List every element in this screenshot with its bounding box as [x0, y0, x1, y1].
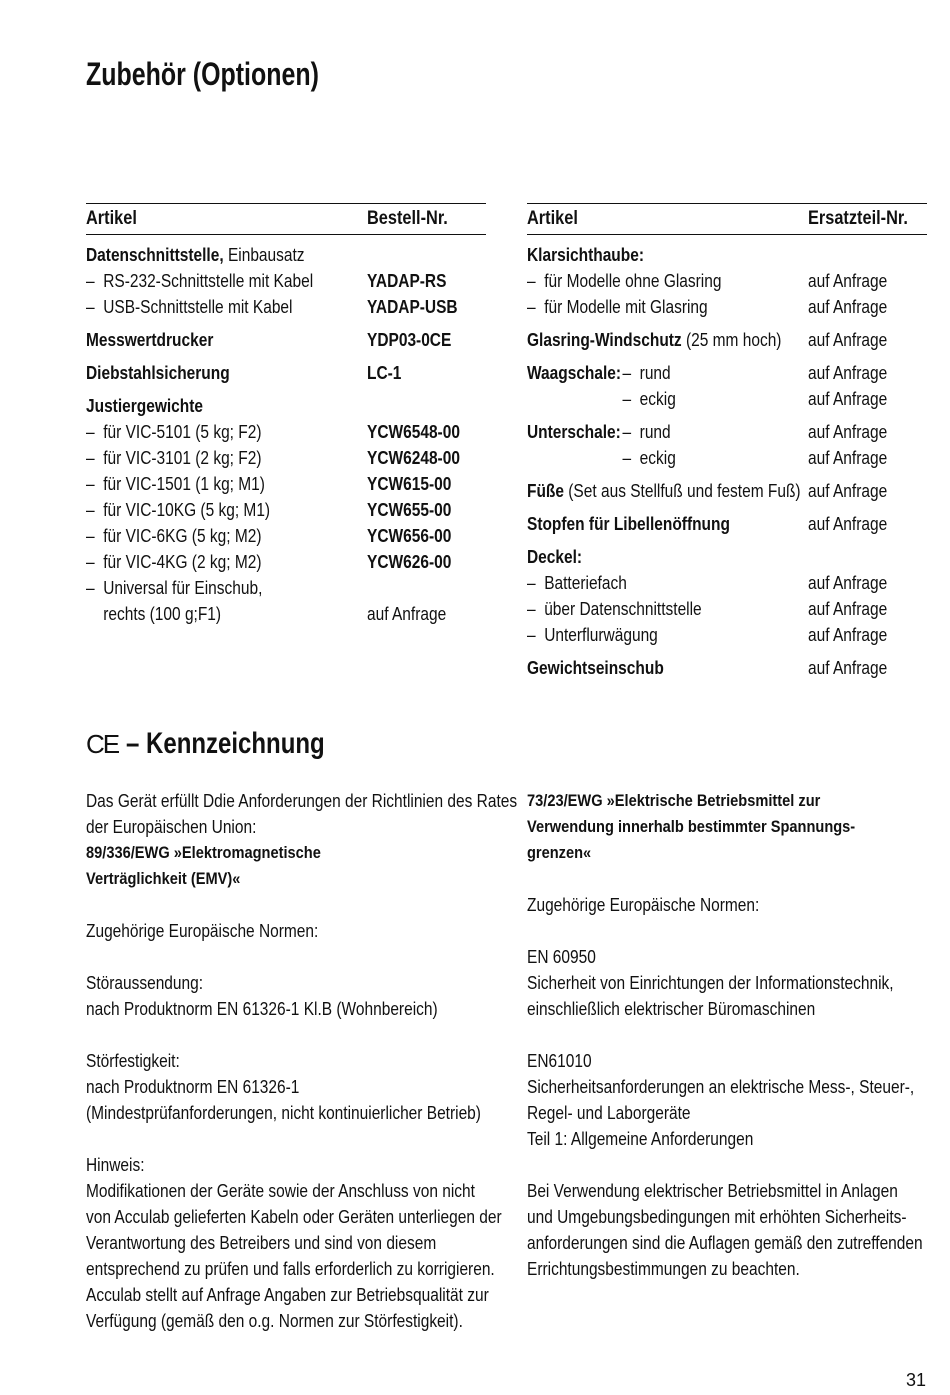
item-label: Diebstahlsicherung	[86, 363, 230, 383]
table-row: – RS-232-Schnittstelle mit Kabel YADAP-RS	[86, 268, 486, 294]
section-title: – Kennzeichnung	[126, 727, 325, 760]
ce-marking-heading	[86, 727, 374, 761]
order-number: YCW6548-00	[367, 422, 460, 442]
paragraph-line: Störfestigkeit:	[86, 1051, 180, 1071]
table-row	[527, 544, 927, 570]
column-header-article: Artikel	[86, 208, 137, 229]
table-row	[527, 655, 927, 681]
spare-part-number: auf Anfrage	[808, 363, 888, 383]
item-label: über Datenschnittstelle	[544, 599, 702, 619]
item-label: Batteriefach	[544, 573, 627, 593]
column-header-article: Artikel	[527, 208, 578, 229]
item-label: für VIC-4KG (2 kg; M2)	[103, 552, 262, 572]
paragraph-line: EN 60950	[527, 947, 596, 967]
paragraph-line: der Europäischen Union:	[86, 817, 257, 837]
table-row	[86, 393, 486, 419]
low-voltage-directive-column	[527, 788, 937, 1282]
order-number: LC-1	[367, 363, 402, 383]
item-label: Klarsichthaube:	[527, 245, 644, 265]
spare-part-number: auf Anfrage	[808, 658, 888, 678]
order-number: YADAP-USB	[367, 297, 458, 317]
table-row	[86, 242, 486, 268]
paragraph-line: Sicherheitsanforderungen an elektrische Mess-, Steuer-,	[527, 1077, 915, 1097]
table-row: – Batteriefach auf Anfrage	[527, 570, 927, 596]
paragraph-line: Teil 1: Allgemeine Anforderungen	[527, 1129, 754, 1149]
order-number: auf Anfrage	[367, 604, 447, 624]
table-row	[527, 242, 927, 268]
paragraph-line: von Acculab gelieferten Kabeln oder Geräten unterliegen der	[86, 1207, 502, 1227]
page-title: Zubehör (Optionen)	[86, 56, 319, 92]
spare-part-number: auf Anfrage	[808, 422, 888, 442]
order-number: YCW626-00	[367, 552, 452, 572]
emv-directive-column	[86, 788, 518, 1334]
order-number: YCW615-00	[367, 474, 452, 494]
item-label: Deckel:	[527, 547, 583, 567]
table-row	[86, 360, 486, 386]
table-row	[527, 511, 927, 537]
table-header	[527, 203, 927, 235]
table-row	[527, 478, 927, 504]
spare-part-number: auf Anfrage	[808, 599, 888, 619]
item-label: für VIC-1501 (1 kg; M1)	[103, 474, 265, 494]
paragraph-line: (Mindestprüfanforderungen, nicht kontinuierlicher Betrieb)	[86, 1103, 481, 1123]
spare-part-number: auf Anfrage	[808, 389, 888, 409]
paragraph-line: Verantwortung des Betreibers und sind von diesem	[86, 1233, 437, 1253]
item-label: Messwertdrucker	[86, 330, 214, 350]
accessories-table	[86, 203, 486, 627]
table-row: – Unterflurwägung auf Anfrage	[527, 622, 927, 648]
item-variant: rund	[639, 422, 671, 442]
paragraph-line: EN61010	[527, 1051, 592, 1071]
paragraph-line: Zugehörige Europäische Normen:	[86, 921, 319, 941]
item-label: für VIC-3101 (2 kg; F2)	[103, 448, 262, 468]
paragraph-line: anforderungen sind die Auflagen gemäß den zutreffenden	[527, 1233, 923, 1253]
paragraph-line: Bei Verwendung elektrischer Betriebsmittel in Anlagen	[527, 1181, 898, 1201]
table-row: – für VIC-4KG (2 kg; M2) YCW626-00	[86, 549, 486, 575]
item-label: USB-Schnittstelle mit Kabel	[103, 297, 293, 317]
table-row: – eckig auf Anfrage	[527, 445, 927, 471]
paragraph-line: nach Produktnorm EN 61326-1 Kl.B (Wohnbereich)	[86, 999, 438, 1019]
paragraph-line: Hinweis:	[86, 1155, 145, 1175]
item-label: Stopfen für Libellenöffnung	[527, 514, 730, 534]
item-label-suffix: (Set aus Stellfuß und festem Fuß)	[563, 481, 801, 501]
item-label: Waagschale:	[527, 363, 622, 383]
directive-title: Verträglichkeit (EMV)«	[86, 869, 241, 888]
directive-title: Verwendung innerhalb bestimmter Spannungs-	[527, 817, 856, 836]
spare-part-number: auf Anfrage	[808, 573, 888, 593]
item-label: Gewichtseinschub	[527, 658, 664, 678]
paragraph-line: Verfügung (gemäß den o.g. Normen zur Störfestigkeit).	[86, 1311, 463, 1331]
table-row: – Universal für Einschub,	[86, 578, 263, 598]
item-label: Datenschnittstelle,	[86, 245, 224, 265]
column-header-spare-part-number: Ersatzteil-Nr.	[808, 208, 908, 229]
column-header-order-number: Bestell-Nr.	[367, 208, 448, 229]
paragraph-line: Acculab stellt auf Anfrage Angaben zur Betriebsqualität zur	[86, 1285, 489, 1305]
table-row	[86, 601, 486, 627]
item-label: für Modelle mit Glasring	[544, 297, 708, 317]
directive-title: 73/23/EWG »Elektrische Betriebsmittel zur	[527, 791, 821, 810]
item-variant: eckig	[639, 389, 676, 409]
table-row: – für VIC-6KG (5 kg; M2) YCW656-00	[86, 523, 486, 549]
spare-part-number: auf Anfrage	[808, 448, 888, 468]
directive-title: grenzen«	[527, 843, 592, 862]
spare-part-number: auf Anfrage	[808, 481, 888, 501]
paragraph-line: Modifikationen der Geräte sowie der Anschluss von nicht	[86, 1181, 475, 1201]
item-label: Füße	[527, 481, 564, 501]
item-label: rechts (100 g;F1)	[103, 604, 222, 624]
item-label: Universal für Einschub,	[103, 578, 263, 598]
order-number: YCW6248-00	[367, 448, 460, 468]
table-row: – für Modelle mit Glasring auf Anfrage	[527, 294, 927, 320]
directive-title: 89/336/EWG »Elektromagnetische	[86, 843, 321, 862]
paragraph-line: Zugehörige Europäische Normen:	[527, 895, 760, 915]
spare-part-number: auf Anfrage	[808, 625, 888, 645]
table-row	[86, 327, 486, 353]
table-row: – für VIC-3101 (2 kg; F2) YCW6248-00	[86, 445, 486, 471]
item-label-suffix: (25 mm hoch)	[681, 330, 782, 350]
table-row	[527, 327, 927, 353]
paragraph-line: Errichtungsbestimmungen zu beachten.	[527, 1259, 800, 1279]
table-row: – USB-Schnittstelle mit Kabel YADAP-USB	[86, 294, 486, 320]
table-row: – für VIC-10KG (5 kg; M1) YCW655-00	[86, 497, 486, 523]
item-variant: rund	[639, 363, 671, 383]
item-label: für VIC-6KG (5 kg; M2)	[103, 526, 262, 546]
paragraph-line: und Umgebungsbedingungen mit erhöhten Sicherheits-	[527, 1207, 907, 1227]
paragraph-line: Regel- und Laborgeräte	[527, 1103, 691, 1123]
order-number: YCW656-00	[367, 526, 452, 546]
table-row: – über Datenschnittstelle auf Anfrage	[527, 596, 927, 622]
ce-mark-icon: CE	[86, 728, 119, 759]
table-row: – für VIC-1501 (1 kg; M1) YCW615-00	[86, 471, 486, 497]
item-label: Justiergewichte	[86, 396, 204, 416]
table-row: – für Modelle ohne Glasring auf Anfrage	[527, 268, 927, 294]
spare-parts-table	[527, 203, 927, 681]
item-variant: eckig	[639, 448, 676, 468]
table-row: – für VIC-5101 (5 kg; F2) YCW6548-00	[86, 419, 486, 445]
item-label: RS-232-Schnittstelle mit Kabel	[103, 271, 314, 291]
spare-part-number: auf Anfrage	[808, 271, 888, 291]
paragraph-line: entsprechend zu prüfen und falls erforderlich zu korrigieren.	[86, 1259, 495, 1279]
order-number: YDP03-0CE	[367, 330, 452, 350]
table-row: – eckig auf Anfrage	[527, 386, 927, 412]
table-header	[86, 203, 486, 235]
item-label: für VIC-10KG (5 kg; M1)	[103, 500, 271, 520]
table-row: Waagschale:– rund auf Anfrage	[527, 360, 927, 386]
spare-part-number: auf Anfrage	[808, 330, 888, 350]
order-number: YADAP-RS	[367, 271, 447, 291]
order-number: YCW655-00	[367, 500, 452, 520]
item-label: für VIC-5101 (5 kg; F2)	[103, 422, 262, 442]
paragraph-line: Störaussendung:	[86, 973, 204, 993]
paragraph-line: Das Gerät erfüllt Ddie Anforderungen der Richtlinien des Rates	[86, 791, 518, 811]
paragraph-line: einschließlich elektrischer Büromaschinen	[527, 999, 816, 1019]
paragraph-line: Sicherheit von Einrichtungen der Informationstechnik,	[527, 973, 894, 993]
spare-part-number: auf Anfrage	[808, 514, 888, 534]
spare-part-number: auf Anfrage	[808, 297, 888, 317]
page-number: 31	[905, 1370, 926, 1390]
item-label: Glasring-Windschutz	[527, 330, 682, 350]
item-label-suffix: Einbausatz	[223, 245, 305, 265]
paragraph-line: nach Produktnorm EN 61326-1	[86, 1077, 300, 1097]
item-label: Unterflurwägung	[544, 625, 658, 645]
item-label: Unterschale:	[527, 422, 621, 442]
item-label: für Modelle ohne Glasring	[544, 271, 722, 291]
table-row: Unterschale:– rund auf Anfrage	[527, 419, 927, 445]
